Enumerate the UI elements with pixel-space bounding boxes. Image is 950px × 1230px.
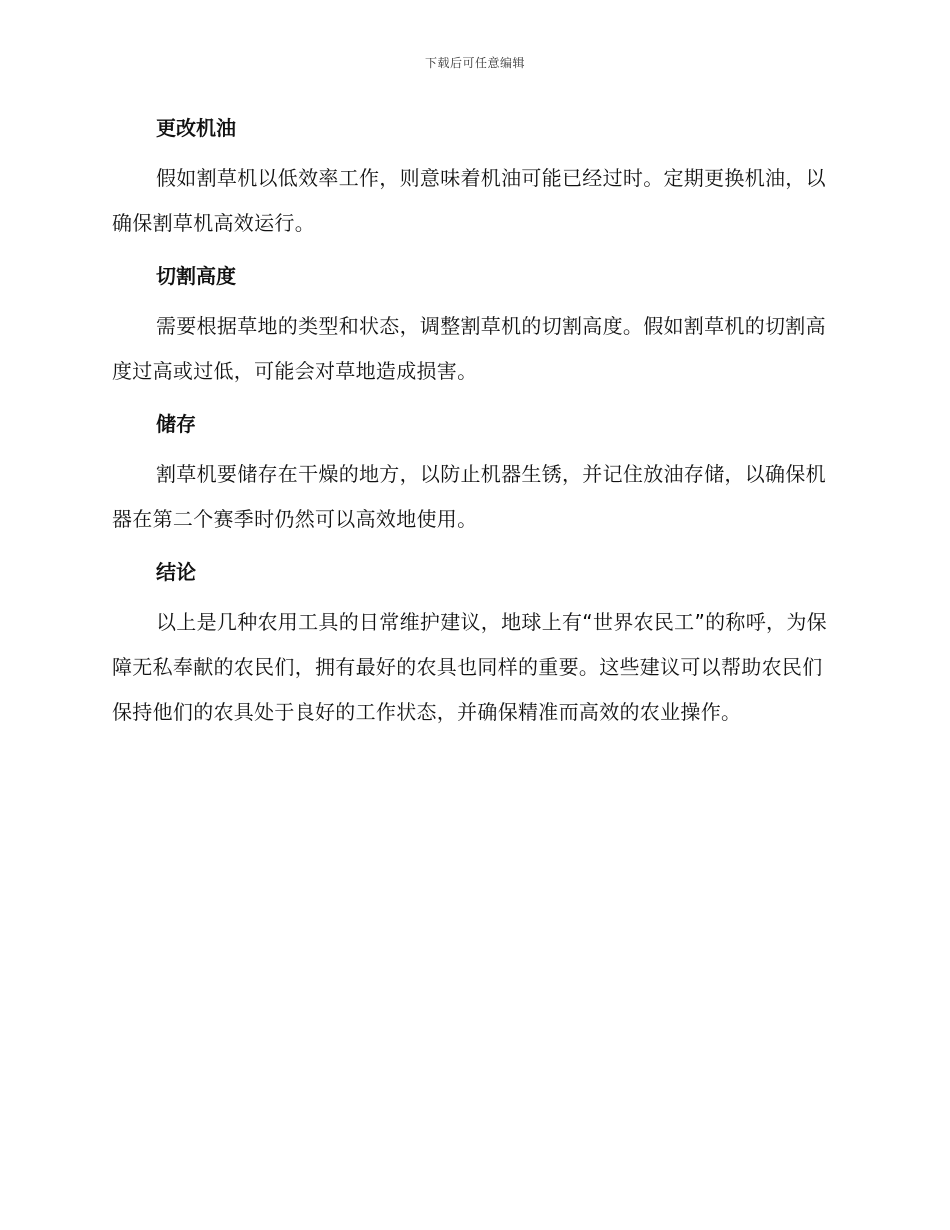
section-cutting-height	[112, 256, 832, 394]
section-conclusion	[112, 552, 832, 735]
section-heading: 更改机油	[156, 116, 236, 140]
section-heading: 储存	[156, 412, 196, 436]
section-change-oil	[112, 108, 832, 246]
section-paragraph: 假如割草机以低效率工作，则意味着机油可能已经过时。定期更换机油，以确保割草机高效运行。	[112, 166, 826, 235]
section-storage	[112, 404, 832, 542]
section-paragraph: 以上是几种农用工具的日常维护建议，地球上有“世界农民工”的称呼，为保障无私奉献的农民们，拥有最好的农具也同样的重要。这些建议可以帮助农民们保持他们的农具处于良好的工作状态，并确保精准而高效的农业操作。	[112, 610, 827, 724]
section-heading: 切割高度	[156, 264, 236, 288]
page-header-note: 下载后可任意编辑	[424, 56, 525, 70]
section-paragraph: 需要根据草地的类型和状态，调整割草机的切割高度。假如割草机的切割高度过高或过低，可能会对草地造成损害。	[112, 314, 826, 383]
section-heading: 结论	[156, 560, 196, 584]
section-paragraph: 割草机要储存在干燥的地方，以防止机器生锈，并记住放油存储，以确保机器在第二个赛季时仍然可以高效地使用。	[112, 462, 826, 531]
document-content	[112, 108, 832, 745]
